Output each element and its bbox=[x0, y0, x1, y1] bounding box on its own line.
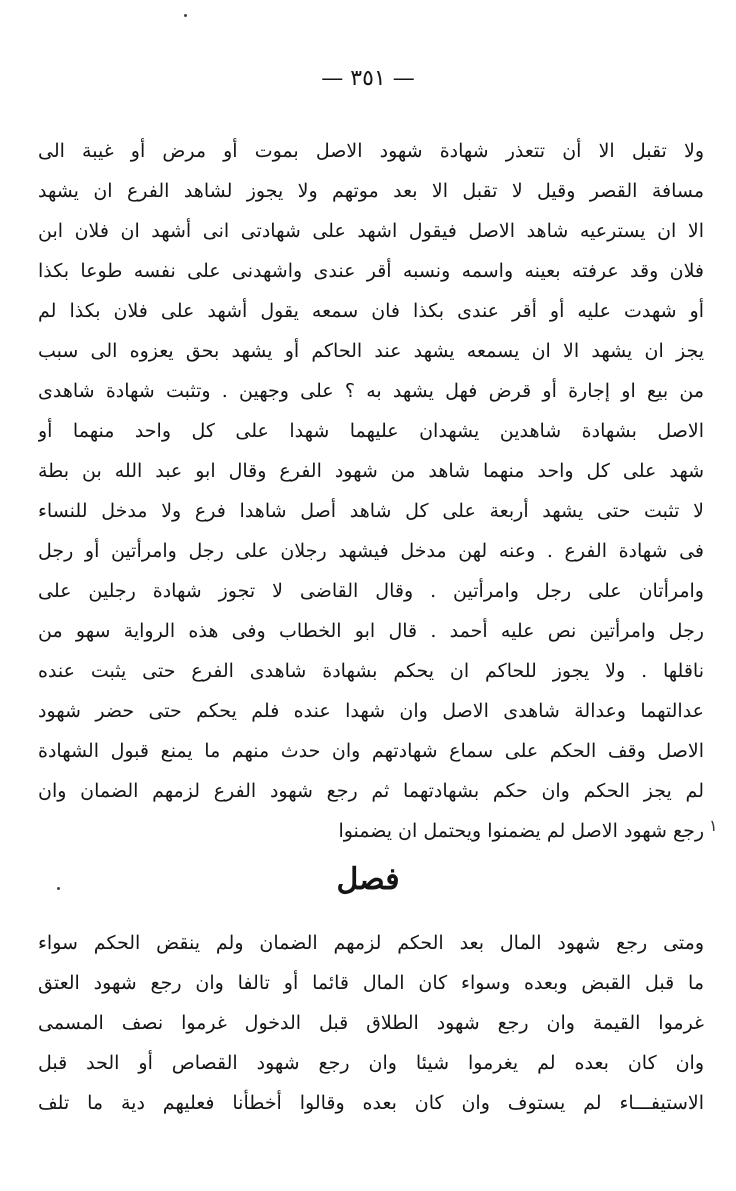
margin-note-marker: ١ bbox=[709, 816, 718, 835]
text-line: رجل وامرأتين نص عليه أحمد . قال ابو الخطاب وفى هذه الرواية سهو من bbox=[38, 620, 704, 642]
ink-speck bbox=[184, 14, 187, 17]
text-line: شهد على كل واحد منهما شاهد من شهود الفرع وقال ابو عبد الله بن بطة bbox=[38, 460, 704, 482]
paragraph-1 bbox=[38, 131, 704, 851]
text-line: الا ان يسترعيه شاهد الاصل فيقول اشهد على شهادتى انى أشهد ان فلان ابن bbox=[38, 220, 704, 242]
text-line: ناقلها . ولا يجوز للحاكم ان يحكم بشهادة شاهدى الفرع حتى يثبت عنده bbox=[38, 660, 704, 682]
page-number: — ٣٥١ — bbox=[321, 66, 415, 91]
text-line: من بيع او إجارة أو قرض فهل يشهد به ؟ على وجهين . وتثبت شهادة شاهدى bbox=[38, 380, 704, 402]
text-line: الاستيفـــاء لم يستوف وان كان بعده وقالوا أخطأنا فعليهم دية ما تلف bbox=[38, 1092, 704, 1114]
text-line: فلان وقد عرفته بعينه واسمه ونسبه أقر عندى واشهدنى على نفسه طوعا بكذا bbox=[38, 260, 704, 282]
text-line: ولا تقبل الا أن تتعذر شهادة شهود الاصل بموت أو مرض أو غيبة الى bbox=[38, 140, 704, 162]
text-line: الاصل بشهادة شاهدين يشهدان عليهما شهدا على كل واحد منهما أو bbox=[38, 420, 704, 442]
paragraph-2 bbox=[38, 923, 704, 1123]
text-line: وامرأتان على رجل وامرأتين . وقال القاضى لا تجوز شهادة رجلين على bbox=[38, 580, 704, 602]
text-line: لم يجز الحكم وان حكم بشهادتهما ثم رجع شهود الفرع لزمهم الضمان وان bbox=[38, 780, 704, 802]
text-line: غرموا القيمة وان رجع شهود الطلاق قبل الدخول غرموا نصف المسمى bbox=[38, 1012, 704, 1034]
text-line: عدالتهما وعدالة شاهدى الاصل وان شهدا عنده فلم يحكم حتى حضر شهود bbox=[38, 700, 704, 722]
text-line: ما قبل القبض وبعده وسواء كان المال قائما أو تالفا وان رجع شهود العتق bbox=[38, 972, 704, 994]
text-line: فى شهادة الفرع . وعنه لهن مدخل فيشهد رجلان على رجل وامرأتين أو رجل bbox=[38, 540, 704, 562]
text-line: الاصل وقف الحكم على سماع شهادتهم وان حدث منهم ما يمنع قبول الشهادة bbox=[38, 740, 704, 762]
text-line: رجع شهود الاصل لم يضمنوا ويحتمل ان يضمنوا bbox=[338, 820, 704, 842]
text-line: وان كان بعده لم يغرموا شيئا وان رجع شهود القصاص أو الحد قبل bbox=[38, 1052, 704, 1074]
text-line: مسافة القصر وقيل لا تقبل الا بعد موتهم ولا يجوز لشاهد الفرع ان يشهد bbox=[38, 180, 704, 202]
text-line: يجز ان يشهد الا ان يسمعه يشهد عند الحاكم أو يشهد بحق يعزوه الى سبب bbox=[38, 340, 704, 362]
text-line: أو شهدت عليه أو أقر عندى بكذا فان سمعه يقول أشهد على فلان بكذا لم bbox=[38, 300, 704, 322]
text-line: ومتى رجع شهود المال بعد الحكم لزمهم الضمان ولم ينقض الحكم سواء bbox=[38, 932, 704, 954]
section-heading: فصل bbox=[336, 862, 400, 897]
text-line: لا تثبت حتى يشهد أربعة على كل شاهد أصل شاهدا فرع ولا مدخل للنساء bbox=[38, 500, 704, 522]
